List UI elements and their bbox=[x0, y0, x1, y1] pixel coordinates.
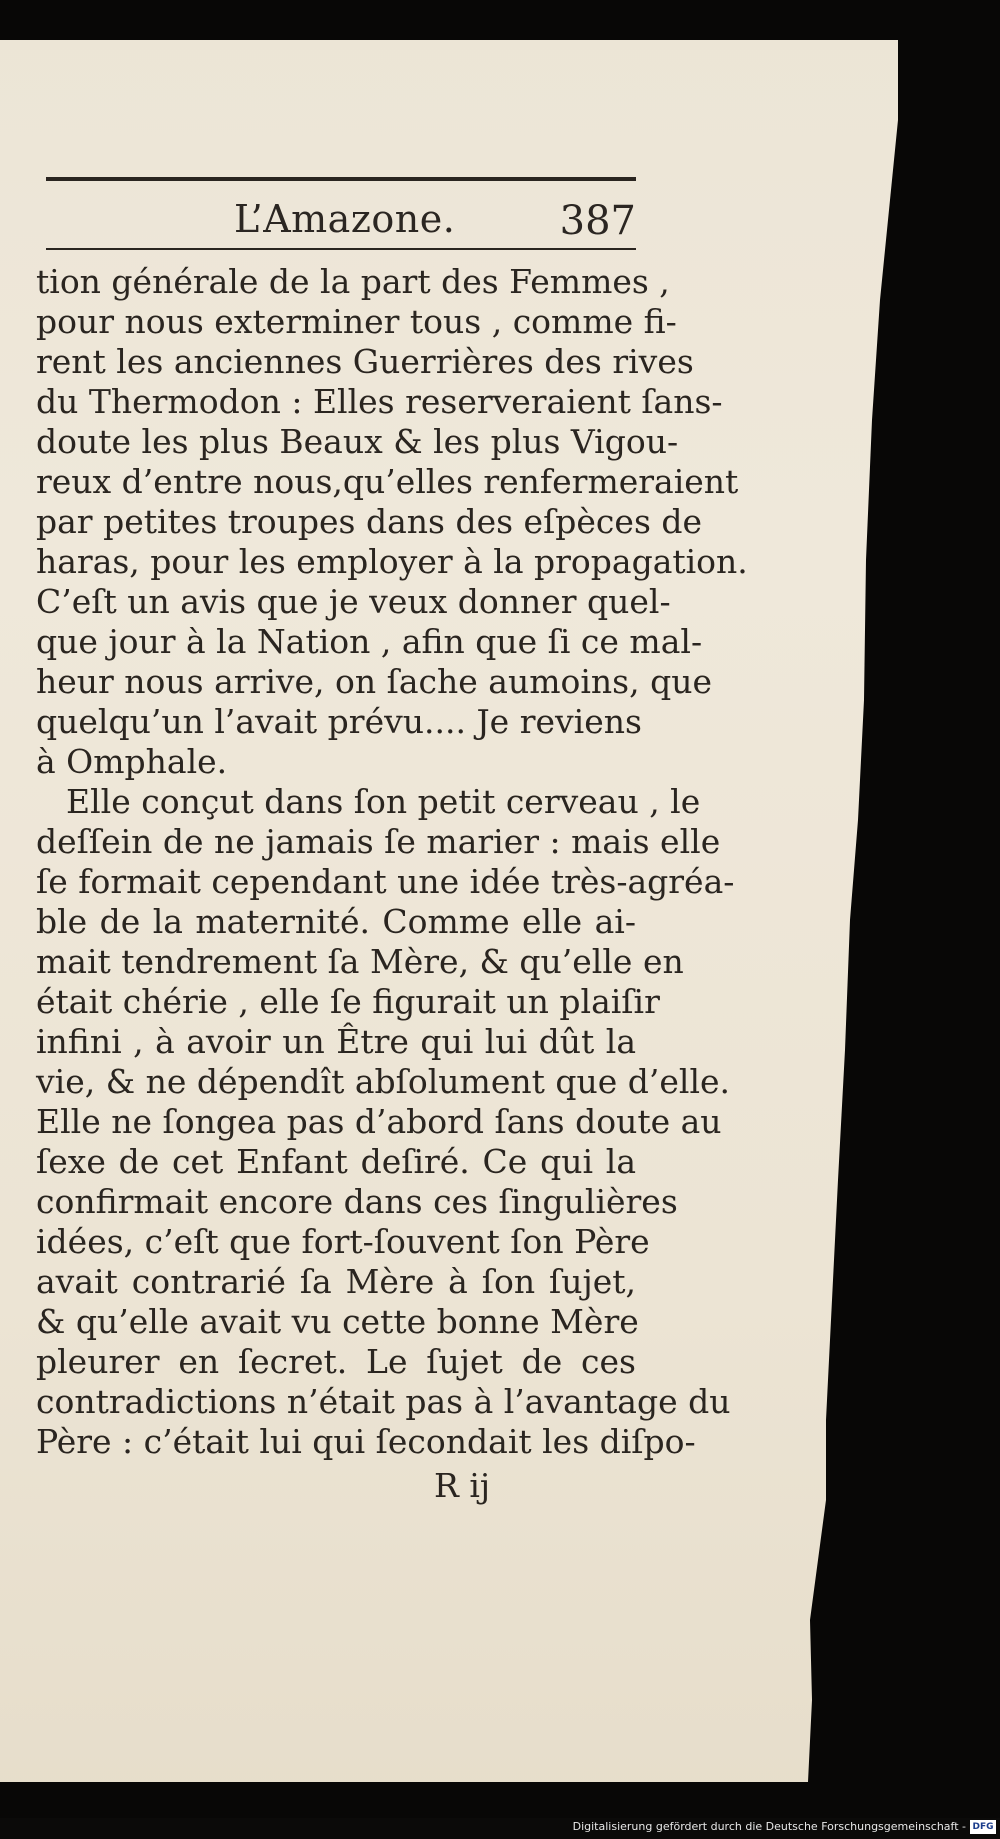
text-line: avait contrarié ſa Mère à ſon ſujet, bbox=[36, 1262, 636, 1301]
text-line: ſexe de cet Enfant deſiré. Ce qui la bbox=[36, 1142, 636, 1181]
body-text bbox=[36, 262, 748, 1462]
text-line: ble de la maternité. Comme elle ai- bbox=[36, 902, 636, 941]
signature-mark: R ij bbox=[434, 1466, 491, 1505]
text-line: Elle ne ſongea pas d’abord ſans doute au bbox=[36, 1102, 722, 1141]
text-line: reux d’entre nous,qu’elles renfermeraient bbox=[36, 462, 739, 501]
text-line: Elle conçut dans ſon petit cerveau , le bbox=[66, 782, 701, 821]
text-line: à Omphale. bbox=[36, 742, 228, 781]
text-line: était chérie , elle ſe figurait un plaiſir bbox=[36, 982, 660, 1021]
text-line: contradictions n’était pas à l’avantage du bbox=[36, 1382, 731, 1421]
text-line: idées, c’eſt que fort-ſouvent ſon Père bbox=[36, 1222, 650, 1261]
text-line: pleurer en ſecret. Le ſujet de ces bbox=[36, 1342, 636, 1381]
dfg-logo: DFG bbox=[970, 1820, 996, 1834]
text-line: du Thermodon : Elles reserveraient ſans- bbox=[36, 382, 723, 421]
text-line: deſſein de ne jamais ſe marier : mais elle bbox=[36, 822, 721, 861]
page-number: 387 bbox=[559, 198, 636, 244]
text-line: C’eſt un avis que je veux donner quel- bbox=[36, 582, 671, 621]
page-header bbox=[46, 196, 636, 246]
text-line: ſe formait cependant une idée très-agréa- bbox=[36, 862, 735, 901]
text-line: que jour à la Nation , afin que ſi ce mal- bbox=[36, 622, 703, 661]
text-line: rent les anciennes Guerrières des rives bbox=[36, 342, 694, 381]
top-rule bbox=[46, 177, 636, 181]
text-line: infini , à avoir un Être qui lui dût la bbox=[36, 1022, 636, 1061]
running-title: L’Amazone. bbox=[234, 197, 456, 241]
text-line: confirmait encore dans ces ſingulières bbox=[36, 1182, 678, 1221]
digitization-note: Digitalisierung gefördert durch die Deutsche Forschungsgemeinschaft - bbox=[572, 1820, 966, 1833]
text-line: doute les plus Beaux & les plus Vigou- bbox=[36, 422, 679, 461]
text-line: heur nous arrive, on ſache aumoins, que bbox=[36, 662, 713, 701]
text-line: Père : c’était lui qui ſecondait les diſpo- bbox=[36, 1422, 696, 1461]
text-line: tion générale de la part des Femmes , bbox=[36, 262, 670, 301]
text-line: haras, pour les employer à la propagation. bbox=[36, 542, 748, 581]
header-rule bbox=[46, 248, 636, 250]
text-line: mait tendrement ſa Mère, & qu’elle en bbox=[36, 942, 684, 981]
text-line: pour nous exterminer tous , comme fi- bbox=[36, 302, 677, 341]
text-line: & qu’elle avait vu cette bonne Mère bbox=[36, 1302, 639, 1341]
text-line: vie, & ne dépendît abſolument que d’elle. bbox=[36, 1062, 731, 1101]
text-line: quelqu’un l’avait prévu.... Je reviens bbox=[36, 702, 642, 741]
text-line: par petites troupes dans des eſpèces de bbox=[36, 502, 703, 541]
